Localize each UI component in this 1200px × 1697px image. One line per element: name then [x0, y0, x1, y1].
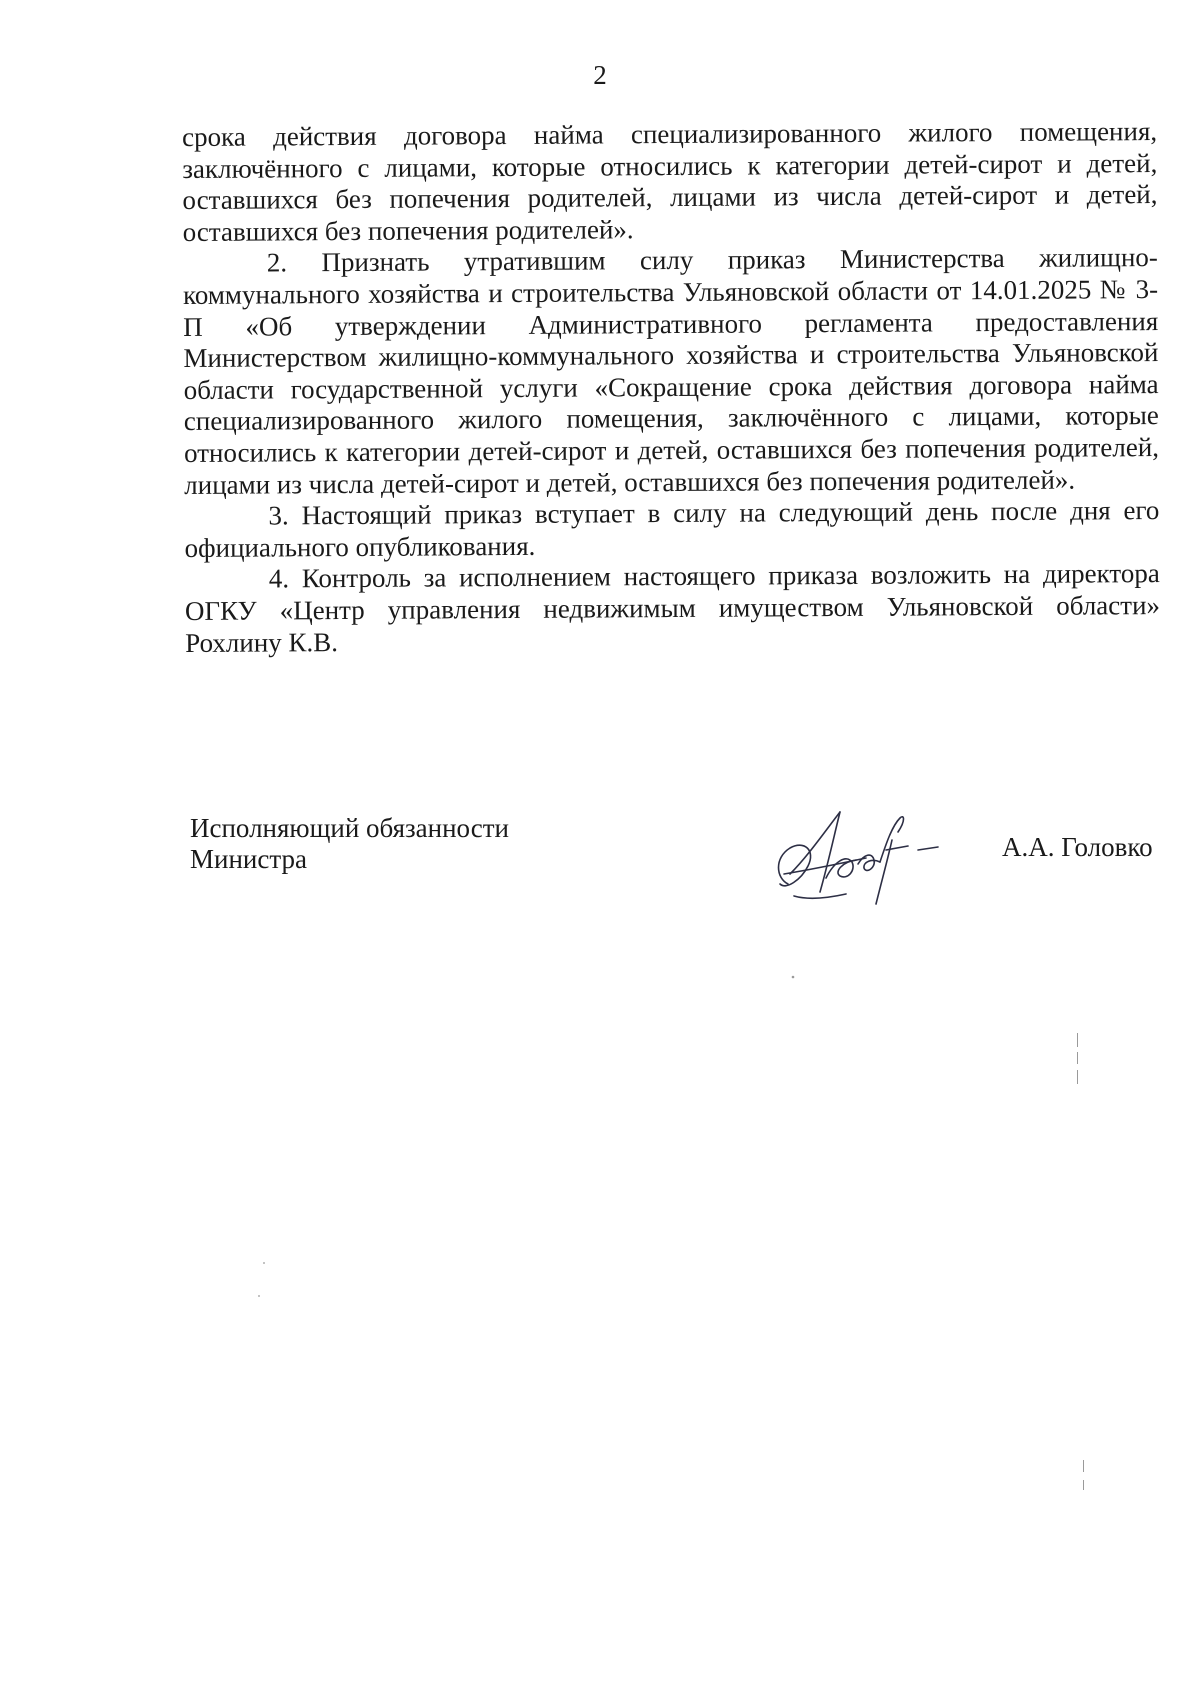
- signatory-position-line-2: Министра: [190, 844, 307, 874]
- document-body: [182, 116, 1160, 659]
- paragraph-item-3: 3. Настоящий приказ вступает в силу на следующий день после дня его официального опубликования.: [184, 495, 1160, 563]
- signer-name: А.А. Головко: [1002, 832, 1153, 862]
- signatory-position: [190, 813, 509, 875]
- paragraph-continuation: срока действия договора найма специализированного жилого помещения, заключённого с лицами, которые относились к категории детей-сирот и детей, оставшихся без попечения родителей, лицами из числа детей-сирот и детей, оставшихся без попечения родителей».: [182, 116, 1158, 247]
- signatory-position-line-1: Исполняющий обязанности: [190, 813, 509, 843]
- page-number: 2: [593, 60, 607, 90]
- paragraph-item-4: 4. Контроль за исполнением настоящего приказа возложить на директора ОГКУ «Центр управления недвижимым имуществом Ульяновской области» Рохлину К.В.: [184, 558, 1161, 658]
- paragraph-item-2: 2. Признать утратившим силу приказ Министерства жилищно-коммунального хозяйства и строительства Ульяновской области от 14.01.2025 № 3-П «Об утверждении Административного регламента предоставления Министерством жилищно-коммунального хозяйства и строительства Ульяновской области государственной услуги «Сокращение срока действия договора найма специализированного жилого помещения, заключённого с лицами, которые относились к категории детей-сирот и детей, оставшихся без попечения родителей, лицами из числа детей-сирот и детей, оставшихся без попечения родителей».: [182, 242, 1160, 500]
- handwritten-signature: [768, 800, 968, 910]
